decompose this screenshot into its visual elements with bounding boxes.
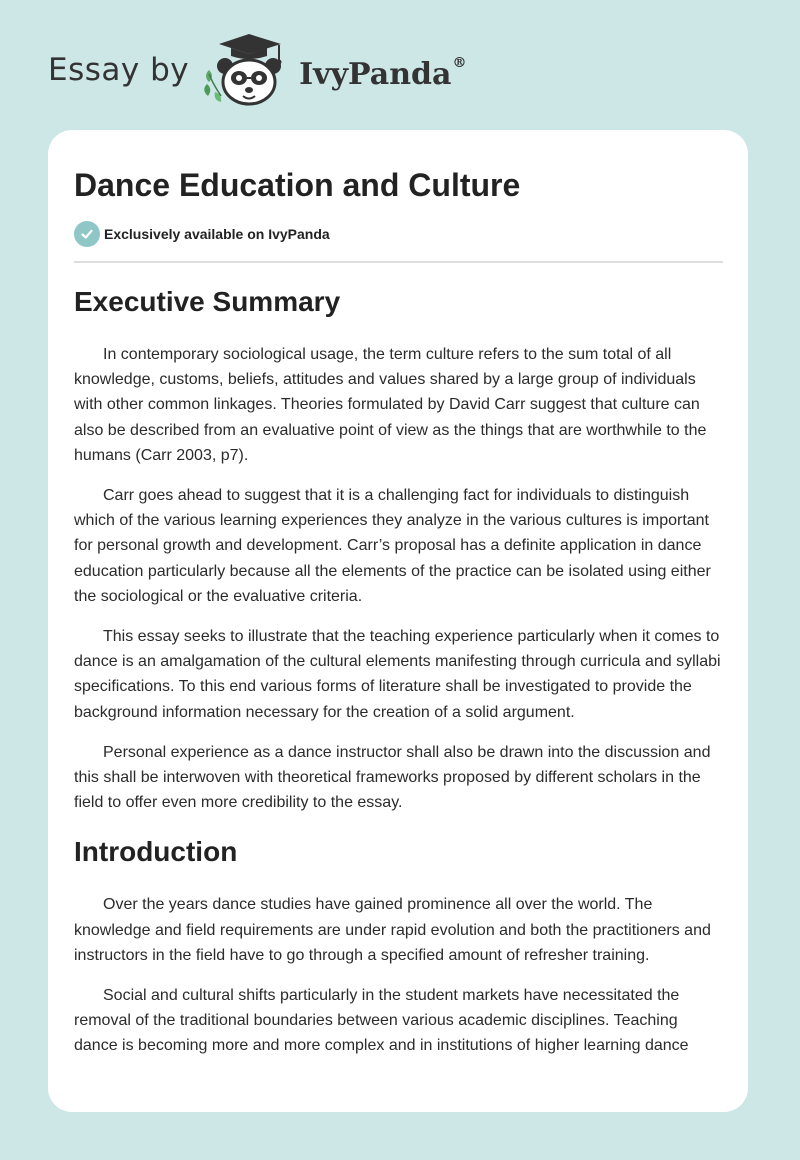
section-heading: Introduction [74, 836, 238, 868]
paragraph: Personal experience as a dance instructor shall also be drawn into the discussion and this shall be interwoven with theoretical frameworks proposed by different scholars in the field to offer even more credibility to the essay. [74, 743, 711, 812]
panda-logo-icon[interactable] [201, 30, 293, 110]
article-body [74, 280, 724, 1074]
paragraph: Over the years dance studies have gained prominence all over the world. The knowledge and field requirements are under rapid evolution and both the practitioners and instructors in the field have to go through a specified amount of refresher training. [74, 896, 711, 964]
paragraph: Social and cultural shifts particularly in the student markets have necessitated the removal of the traditional boundaries between various academic disciplines. Teaching dance is becoming more and more complex and in institutions of higher learning dance [74, 987, 689, 1055]
ivy-leaf-icon [204, 70, 221, 102]
registered-mark: ® [452, 54, 467, 71]
site-header [48, 30, 466, 110]
paragraph: In contemporary sociological usage, the term culture refers to the sum total of all knowledge, customs, beliefs, attitudes and values shared by a large group of individuals with other common linkages. Theories formulated by David Carr suggest that culture can also be described from an evaluative point of view as the things that are worthwhile to the humans (Carr 2003, p7). [74, 346, 707, 464]
article-card [48, 130, 748, 1112]
check-circle-icon [74, 221, 100, 247]
title-divider [74, 261, 723, 263]
paragraph: This essay seeks to illustrate that the teaching experience particularly when it comes to dance is an amalgamation of the cultural elements manifesting through curricula and syllabi specifications. To this end various forms of literature shall be investigated to provide the background information necessary for the creation of a solid argument. [74, 628, 721, 721]
paragraph: Carr goes ahead to suggest that it is a challenging fact for individuals to distinguish which of the various learning experiences they analyze in the various cultures is important for personal growth and development. Carr’s proposal has a definite application in dance education particularly because all the elements of the practice can be isolated using either the sociological or the evaluative criteria. [74, 487, 711, 605]
brand-text: IvyPanda [299, 56, 452, 92]
brand-name[interactable] [299, 54, 467, 92]
article-title: Dance Education and Culture [74, 167, 521, 203]
essay-by-label: Essay by [48, 52, 190, 88]
badge-label: Exclusively available on IvyPanda [104, 226, 330, 242]
exclusive-badge [74, 221, 330, 247]
section-heading: Executive Summary [74, 286, 341, 317]
